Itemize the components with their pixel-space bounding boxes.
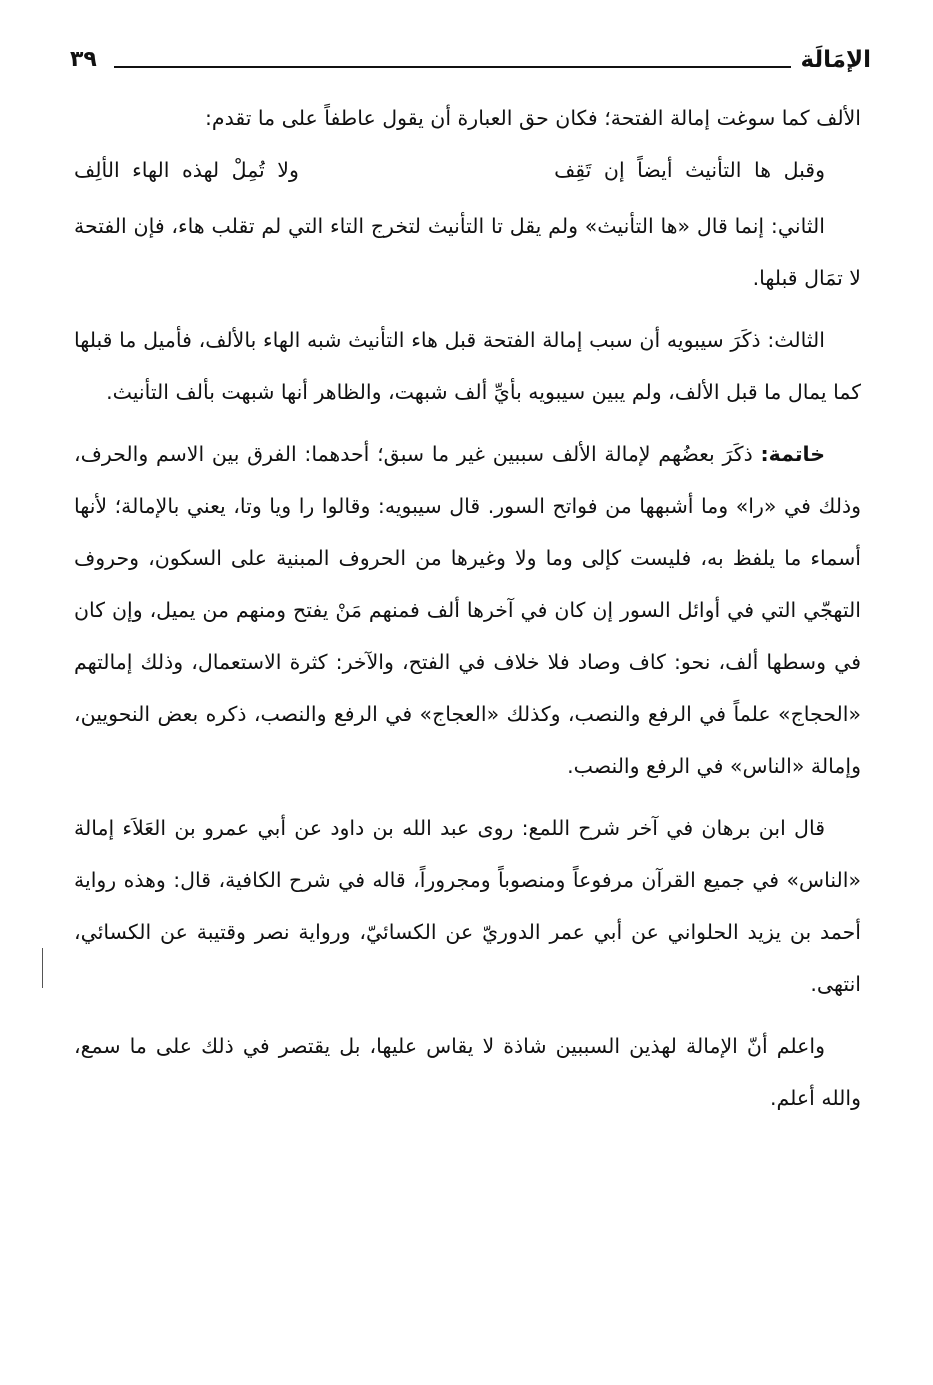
verse-first-hemistich: وقبل ها التأنيث أيضاً إن تَقِف bbox=[554, 158, 825, 182]
margin-mark bbox=[42, 948, 43, 988]
page-number: ٣٩ bbox=[70, 47, 97, 72]
paragraph-ibn-burhan: قال ابن برهان في آخر شرح اللمع: روى عبد الله بن داود عن أبي عمرو بن العَلاَء إمالة «الناس» في جميع القرآن مرفوعاً ومنصوباً ومجروراً، قاله في شرح الكافية، قال: وهذه رواية أحمد بن يزيد الحلواني عن أبي عمر الدوريّ عن الكسائيّ، ورواية نصر وقتيبة عن الكسائي، انتهى. bbox=[74, 816, 861, 996]
page-body bbox=[74, 92, 861, 1124]
paragraph-third: الثالث: ذكَرَ سيبويه أن سبب إمالة الفتحة قبل هاء التأنيث شبه الهاء بالألف، فأميل ما قبلها كما يمال ما قبل الألف، ولم يبين سيبويه بأيِّ ألف شبهت، والظاهر أنها شبهت بألف التأنيث. bbox=[74, 328, 861, 404]
page-header bbox=[70, 44, 871, 80]
paragraph-intro: الألف كما سوغت إمالة الفتحة؛ فكان حق العبارة أن يقول عاطفاً على ما تقدم: bbox=[204, 106, 861, 130]
header-rule bbox=[114, 66, 791, 68]
paragraph-conclusion bbox=[74, 428, 861, 792]
verse-line bbox=[74, 144, 861, 196]
paragraph-closing: واعلم أنّ الإمالة لهذين السببين شاذة لا يقاس عليها، بل يقتصر في ذلك على ما سمع، والله أعلم. bbox=[74, 1034, 861, 1110]
conclusion-label: خاتمة: bbox=[760, 442, 825, 466]
verse-second-hemistich: ولا تُمِلْ لهذه الهاء الألِف bbox=[74, 158, 299, 182]
paragraph-second: الثاني: إنما قال «ها التأنيث» ولم يقل تا التأنيث لتخرج التاء التي لم تقلب هاء، فإن الفتحة لا تمَال قبلها. bbox=[74, 214, 861, 290]
running-title: الإمَالَة bbox=[795, 44, 871, 76]
conclusion-text: ذكَرَ بعضُهم لإمالة الألف سببين غير ما سبق؛ أحدهما: الفرق بين الاسم والحرف، وذلك في «را» وما أشبهها من فواتح السور. قال سيبويه: وقالوا را ويا وتا، يعني بالإمالة؛ لأنها أسماء ما يلفظ به، فليست كإلى وما ولا وغيرها من الحروف المبنية على السكون، وحروف التهجّي التي في أوائل السور إن كان في آخرها ألف فمنهم مَنْ يفتح ومنهم من يميل، وإن كان في وسطها ألف، نحو: كاف وصاد فلا خلاف في الفتح، والآخر: كثرة الاستعمال، وذلك إمالتهم «الحجاج» علماً في الرفع والنصب، وكذلك «العجاج» في الرفع والنصب، ذكره بعض النحويين، وإمالة «الناس» في الرفع والنصب. bbox=[74, 442, 861, 778]
